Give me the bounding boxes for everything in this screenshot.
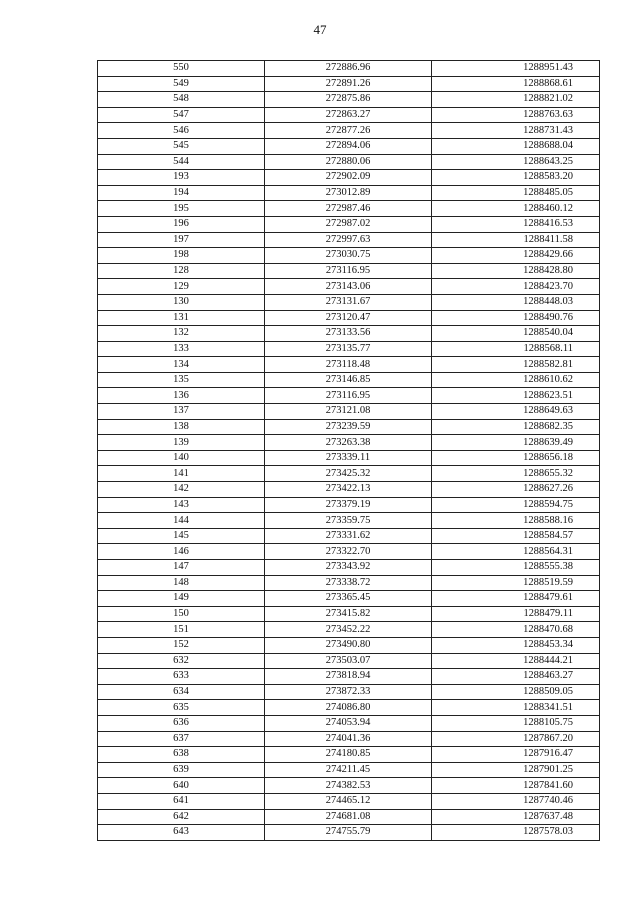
- point-number-cell: 632: [98, 653, 265, 669]
- y-coordinate-cell: 1288731.43: [432, 123, 600, 139]
- point-number-cell: 641: [98, 793, 265, 809]
- x-coordinate-cell: 273365.45: [265, 591, 432, 607]
- point-number-cell: 634: [98, 684, 265, 700]
- table-row: [98, 372, 600, 388]
- y-coordinate-cell: 1288584.57: [432, 528, 600, 544]
- table-row: [98, 544, 600, 560]
- y-coordinate-cell: 1288423.70: [432, 279, 600, 295]
- x-coordinate-cell: 274053.94: [265, 715, 432, 731]
- point-number-cell: 638: [98, 747, 265, 763]
- table-row: [98, 232, 600, 248]
- point-number-cell: 195: [98, 201, 265, 217]
- x-coordinate-cell: 273379.19: [265, 497, 432, 513]
- point-number-cell: 550: [98, 61, 265, 77]
- y-coordinate-cell: 1288582.81: [432, 357, 600, 373]
- table-row: [98, 154, 600, 170]
- x-coordinate-cell: 272894.06: [265, 138, 432, 154]
- point-number-cell: 133: [98, 341, 265, 357]
- point-number-cell: 642: [98, 809, 265, 825]
- x-coordinate-cell: 273339.11: [265, 450, 432, 466]
- point-number-cell: 145: [98, 528, 265, 544]
- table-row: [98, 170, 600, 186]
- x-coordinate-cell: 273239.59: [265, 419, 432, 435]
- table-row: [98, 622, 600, 638]
- point-number-cell: 135: [98, 372, 265, 388]
- x-coordinate-cell: 274211.45: [265, 762, 432, 778]
- table-row: [98, 216, 600, 232]
- y-coordinate-cell: 1288588.16: [432, 513, 600, 529]
- point-number-cell: 639: [98, 762, 265, 778]
- coordinates-table: [97, 60, 600, 841]
- x-coordinate-cell: 273452.22: [265, 622, 432, 638]
- table-row: [98, 419, 600, 435]
- y-coordinate-cell: 1287867.20: [432, 731, 600, 747]
- y-coordinate-cell: 1288444.21: [432, 653, 600, 669]
- y-coordinate-cell: 1288688.04: [432, 138, 600, 154]
- x-coordinate-cell: 273133.56: [265, 326, 432, 342]
- table-row: [98, 310, 600, 326]
- y-coordinate-cell: 1288411.58: [432, 232, 600, 248]
- table-row: [98, 731, 600, 747]
- table-row: [98, 123, 600, 139]
- x-coordinate-cell: 273818.94: [265, 669, 432, 685]
- point-number-cell: 144: [98, 513, 265, 529]
- point-number-cell: 147: [98, 560, 265, 576]
- table-row: [98, 435, 600, 451]
- point-number-cell: 546: [98, 123, 265, 139]
- y-coordinate-cell: 1288416.53: [432, 216, 600, 232]
- point-number-cell: 633: [98, 669, 265, 685]
- coordinates-table-body: [98, 61, 600, 841]
- point-number-cell: 547: [98, 107, 265, 123]
- point-number-cell: 196: [98, 216, 265, 232]
- x-coordinate-cell: 274465.12: [265, 793, 432, 809]
- x-coordinate-cell: 273118.48: [265, 357, 432, 373]
- x-coordinate-cell: 273425.32: [265, 466, 432, 482]
- point-number-cell: 148: [98, 575, 265, 591]
- y-coordinate-cell: 1287740.46: [432, 793, 600, 809]
- x-coordinate-cell: 273143.06: [265, 279, 432, 295]
- y-coordinate-cell: 1288448.03: [432, 294, 600, 310]
- point-number-cell: 139: [98, 435, 265, 451]
- table-row: [98, 185, 600, 201]
- table-row: [98, 388, 600, 404]
- x-coordinate-cell: 273012.89: [265, 185, 432, 201]
- x-coordinate-cell: 274180.85: [265, 747, 432, 763]
- point-number-cell: 149: [98, 591, 265, 607]
- x-coordinate-cell: 272987.02: [265, 216, 432, 232]
- x-coordinate-cell: 272880.06: [265, 154, 432, 170]
- table-row: [98, 92, 600, 108]
- table-row: [98, 528, 600, 544]
- y-coordinate-cell: 1287578.03: [432, 825, 600, 841]
- table-row: [98, 279, 600, 295]
- table-row: [98, 591, 600, 607]
- table-row: [98, 560, 600, 576]
- x-coordinate-cell: 273343.92: [265, 560, 432, 576]
- y-coordinate-cell: 1288639.49: [432, 435, 600, 451]
- y-coordinate-cell: 1288490.76: [432, 310, 600, 326]
- table-row: [98, 793, 600, 809]
- table-row: [98, 326, 600, 342]
- y-coordinate-cell: 1287901.25: [432, 762, 600, 778]
- table-row: [98, 404, 600, 420]
- point-number-cell: 138: [98, 419, 265, 435]
- y-coordinate-cell: 1288594.75: [432, 497, 600, 513]
- y-coordinate-cell: 1288568.11: [432, 341, 600, 357]
- point-number-cell: 128: [98, 263, 265, 279]
- x-coordinate-cell: 273135.77: [265, 341, 432, 357]
- table-row: [98, 107, 600, 123]
- x-coordinate-cell: 273030.75: [265, 248, 432, 264]
- x-coordinate-cell: 272886.96: [265, 61, 432, 77]
- table-row: [98, 653, 600, 669]
- x-coordinate-cell: 273872.33: [265, 684, 432, 700]
- point-number-cell: 197: [98, 232, 265, 248]
- y-coordinate-cell: 1288583.20: [432, 170, 600, 186]
- x-coordinate-cell: 273422.13: [265, 482, 432, 498]
- x-coordinate-cell: 273331.62: [265, 528, 432, 544]
- table-row: [98, 497, 600, 513]
- x-coordinate-cell: 273146.85: [265, 372, 432, 388]
- point-number-cell: 130: [98, 294, 265, 310]
- y-coordinate-cell: 1288470.68: [432, 622, 600, 638]
- y-coordinate-cell: 1288429.66: [432, 248, 600, 264]
- y-coordinate-cell: 1287841.60: [432, 778, 600, 794]
- table-row: [98, 450, 600, 466]
- table-row: [98, 809, 600, 825]
- y-coordinate-cell: 1288656.18: [432, 450, 600, 466]
- y-coordinate-cell: 1288682.35: [432, 419, 600, 435]
- y-coordinate-cell: 1288341.51: [432, 700, 600, 716]
- y-coordinate-cell: 1288105.75: [432, 715, 600, 731]
- point-number-cell: 143: [98, 497, 265, 513]
- point-number-cell: 643: [98, 825, 265, 841]
- y-coordinate-cell: 1288627.26: [432, 482, 600, 498]
- point-number-cell: 637: [98, 731, 265, 747]
- table-row: [98, 575, 600, 591]
- x-coordinate-cell: 272863.27: [265, 107, 432, 123]
- x-coordinate-cell: 272877.26: [265, 123, 432, 139]
- y-coordinate-cell: 1288453.34: [432, 637, 600, 653]
- y-coordinate-cell: 1288428.80: [432, 263, 600, 279]
- point-number-cell: 635: [98, 700, 265, 716]
- x-coordinate-cell: 273120.47: [265, 310, 432, 326]
- x-coordinate-cell: 273503.07: [265, 653, 432, 669]
- x-coordinate-cell: 274382.53: [265, 778, 432, 794]
- y-coordinate-cell: 1288460.12: [432, 201, 600, 217]
- x-coordinate-cell: 274681.08: [265, 809, 432, 825]
- x-coordinate-cell: 273415.82: [265, 606, 432, 622]
- y-coordinate-cell: 1288519.59: [432, 575, 600, 591]
- point-number-cell: 132: [98, 326, 265, 342]
- point-number-cell: 549: [98, 76, 265, 92]
- table-row: [98, 341, 600, 357]
- point-number-cell: 193: [98, 170, 265, 186]
- x-coordinate-cell: 273263.38: [265, 435, 432, 451]
- y-coordinate-cell: 1288763.63: [432, 107, 600, 123]
- y-coordinate-cell: 1288649.63: [432, 404, 600, 420]
- y-coordinate-cell: 1287637.48: [432, 809, 600, 825]
- y-coordinate-cell: 1288479.11: [432, 606, 600, 622]
- table-row: [98, 684, 600, 700]
- x-coordinate-cell: 273490.80: [265, 637, 432, 653]
- x-coordinate-cell: 272875.86: [265, 92, 432, 108]
- point-number-cell: 131: [98, 310, 265, 326]
- y-coordinate-cell: 1288555.38: [432, 560, 600, 576]
- point-number-cell: 150: [98, 606, 265, 622]
- point-number-cell: 136: [98, 388, 265, 404]
- point-number-cell: 152: [98, 637, 265, 653]
- table-row: [98, 466, 600, 482]
- y-coordinate-cell: 1288821.02: [432, 92, 600, 108]
- point-number-cell: 544: [98, 154, 265, 170]
- y-coordinate-cell: 1288479.61: [432, 591, 600, 607]
- point-number-cell: 545: [98, 138, 265, 154]
- y-coordinate-cell: 1288463.27: [432, 669, 600, 685]
- point-number-cell: 640: [98, 778, 265, 794]
- table-row: [98, 138, 600, 154]
- point-number-cell: 636: [98, 715, 265, 731]
- table-row: [98, 248, 600, 264]
- table-row: [98, 700, 600, 716]
- table-row: [98, 76, 600, 92]
- point-number-cell: 137: [98, 404, 265, 420]
- y-coordinate-cell: 1288951.43: [432, 61, 600, 77]
- point-number-cell: 141: [98, 466, 265, 482]
- table-row: [98, 606, 600, 622]
- y-coordinate-cell: 1288868.61: [432, 76, 600, 92]
- table-row: [98, 263, 600, 279]
- x-coordinate-cell: 273322.70: [265, 544, 432, 560]
- point-number-cell: 194: [98, 185, 265, 201]
- point-number-cell: 548: [98, 92, 265, 108]
- y-coordinate-cell: 1288655.32: [432, 466, 600, 482]
- y-coordinate-cell: 1288564.31: [432, 544, 600, 560]
- table-row: [98, 669, 600, 685]
- x-coordinate-cell: 272902.09: [265, 170, 432, 186]
- table-row: [98, 747, 600, 763]
- y-coordinate-cell: 1288643.25: [432, 154, 600, 170]
- x-coordinate-cell: 274086.80: [265, 700, 432, 716]
- page-number: 47: [313, 22, 327, 37]
- x-coordinate-cell: 273121.08: [265, 404, 432, 420]
- table-row: [98, 762, 600, 778]
- x-coordinate-cell: 273116.95: [265, 388, 432, 404]
- x-coordinate-cell: 273131.67: [265, 294, 432, 310]
- point-number-cell: 151: [98, 622, 265, 638]
- table-row: [98, 294, 600, 310]
- x-coordinate-cell: 274755.79: [265, 825, 432, 841]
- point-number-cell: 142: [98, 482, 265, 498]
- table-row: [98, 61, 600, 77]
- table-row: [98, 482, 600, 498]
- x-coordinate-cell: 272987.46: [265, 201, 432, 217]
- y-coordinate-cell: 1288610.62: [432, 372, 600, 388]
- y-coordinate-cell: 1287916.47: [432, 747, 600, 763]
- table-row: [98, 825, 600, 841]
- table-row: [98, 357, 600, 373]
- x-coordinate-cell: 272997.63: [265, 232, 432, 248]
- x-coordinate-cell: 272891.26: [265, 76, 432, 92]
- x-coordinate-cell: 273116.95: [265, 263, 432, 279]
- x-coordinate-cell: 273359.75: [265, 513, 432, 529]
- point-number-cell: 134: [98, 357, 265, 373]
- y-coordinate-cell: 1288485.05: [432, 185, 600, 201]
- x-coordinate-cell: 274041.36: [265, 731, 432, 747]
- table-row: [98, 201, 600, 217]
- point-number-cell: 140: [98, 450, 265, 466]
- table-row: [98, 513, 600, 529]
- table-row: [98, 715, 600, 731]
- table-row: [98, 778, 600, 794]
- y-coordinate-cell: 1288540.04: [432, 326, 600, 342]
- y-coordinate-cell: 1288509.05: [432, 684, 600, 700]
- point-number-cell: 146: [98, 544, 265, 560]
- point-number-cell: 198: [98, 248, 265, 264]
- point-number-cell: 129: [98, 279, 265, 295]
- x-coordinate-cell: 273338.72: [265, 575, 432, 591]
- table-row: [98, 637, 600, 653]
- y-coordinate-cell: 1288623.51: [432, 388, 600, 404]
